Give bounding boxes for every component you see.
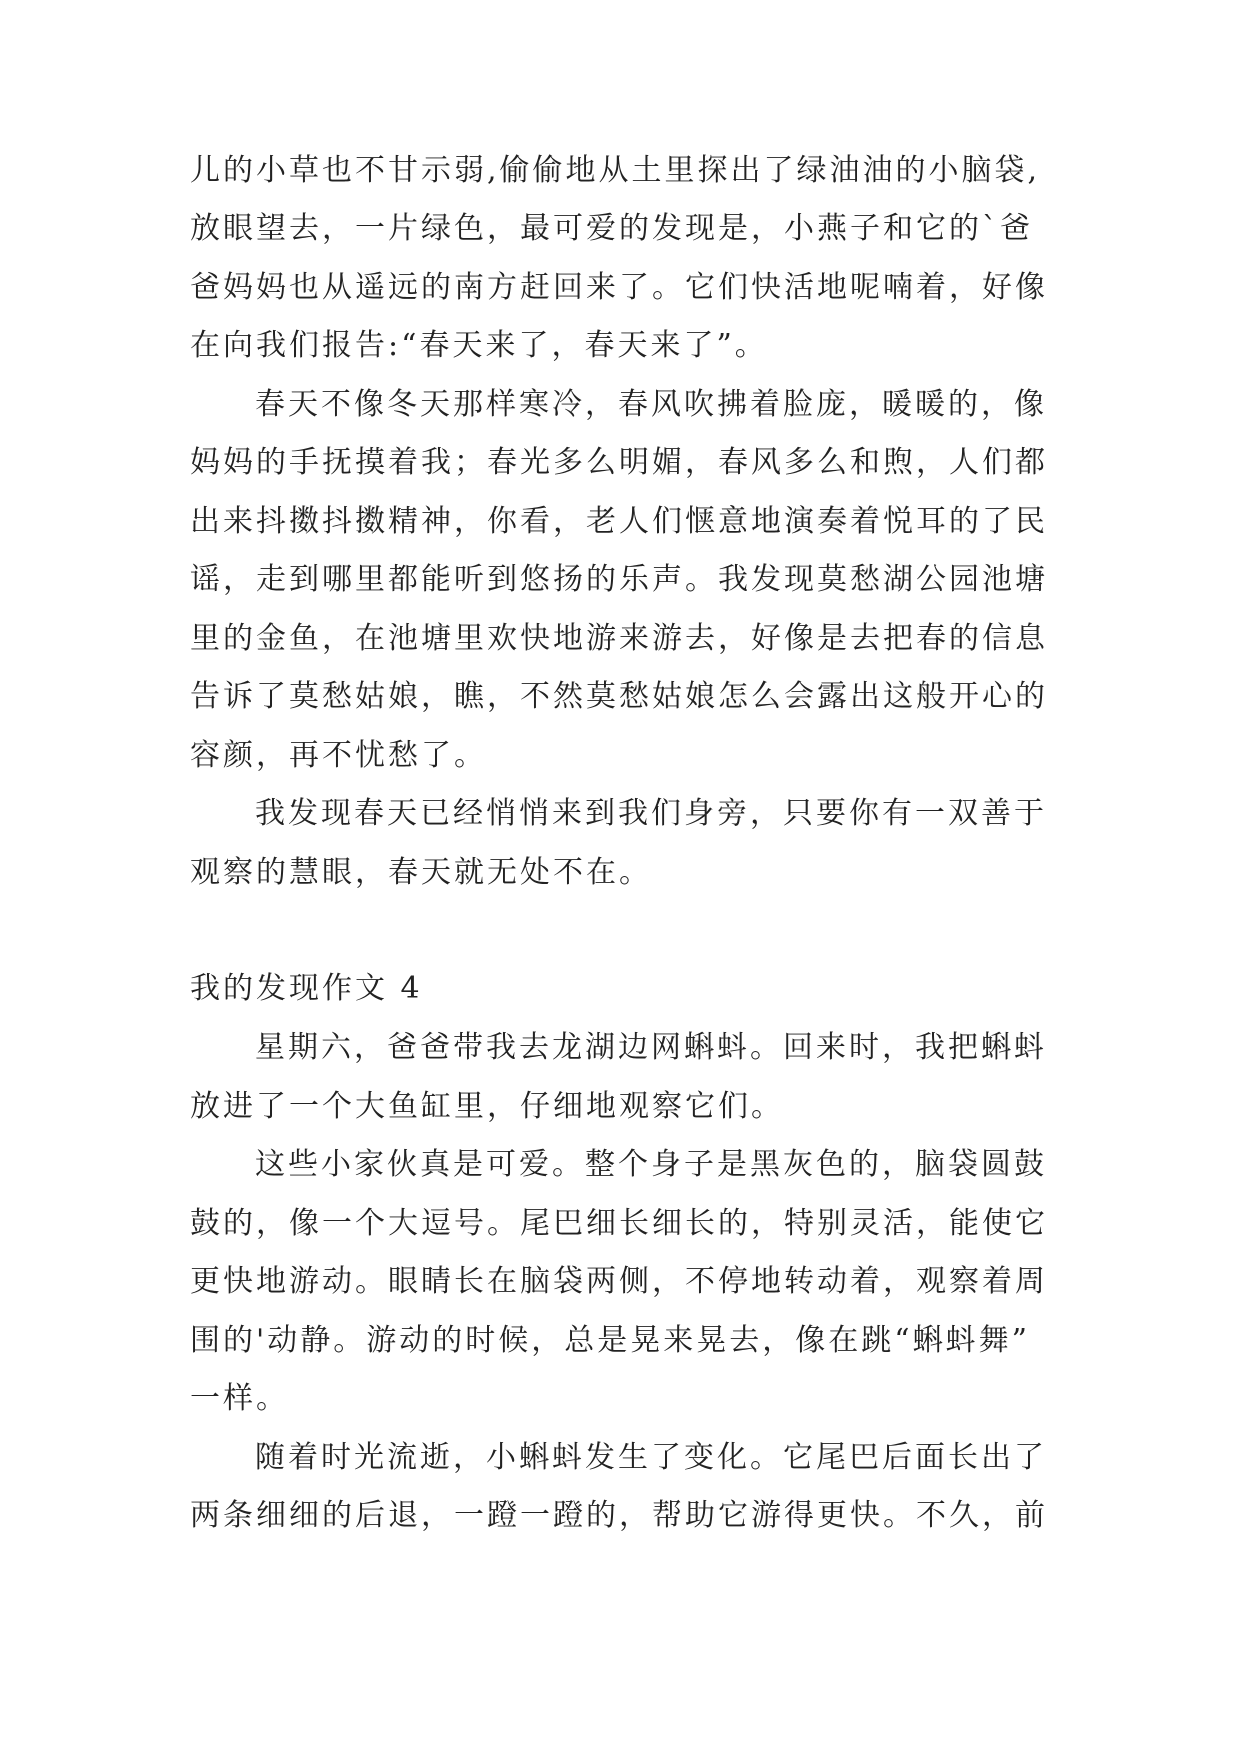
text-line: 观察的慧眼，春天就无处不在。 bbox=[190, 855, 652, 890]
section-title: 我的发现作文 4 bbox=[190, 971, 423, 1006]
text-line: 放眼望去，一片绿色，最可爱的发现是，小燕子和它的`爸 bbox=[190, 211, 1033, 246]
text-line: 更快地游动。眼睛长在脑袋两侧，不停地转动着，观察着周 bbox=[190, 1264, 1048, 1299]
paragraph-first-line: 星期六，爸爸带我去龙湖边网蝌蚪。回来时，我把蝌蚪 bbox=[255, 1030, 1047, 1065]
text-line: 在向我们报告:“春天来了，春天来了”。 bbox=[190, 328, 768, 363]
text-line: 两条细细的后退，一蹬一蹬的，帮助它游得更快。不久，前 bbox=[190, 1498, 1048, 1533]
text-line: 妈妈的手抚摸着我；春光多么明媚，春风多么和煦，人们都 bbox=[190, 445, 1048, 480]
paragraph-first-line: 这些小家伙真是可爱。整个身子是黑灰色的，脑袋圆鼓 bbox=[255, 1147, 1047, 1182]
text-line: 放进了一个大鱼缸里，仔细地观察它们。 bbox=[190, 1089, 784, 1124]
paragraph-first-line: 春天不像冬天那样寒冷，春风吹拂着脸庞，暖暖的，像 bbox=[255, 387, 1047, 422]
text-line: 围的'动静。游动的时候，总是晃来晃去，像在跳“蝌蚪舞” bbox=[190, 1323, 1030, 1358]
text-line: 容颜，再不忧愁了。 bbox=[190, 738, 487, 773]
text-line: 儿的小草也不甘示弱,偷偷地从土里探出了绿油油的小脑袋, bbox=[190, 153, 1041, 188]
text-line: 一样。 bbox=[190, 1381, 289, 1416]
text-line: 谣，走到哪里都能听到悠扬的乐声。我发现莫愁湖公园池塘 bbox=[190, 562, 1048, 597]
paragraph-first-line: 随着时光流逝，小蝌蚪发生了变化。它尾巴后面长出了 bbox=[255, 1440, 1047, 1475]
text-line: 里的金鱼，在池塘里欢快地游来游去，好像是去把春的信息 bbox=[190, 621, 1048, 656]
paragraph-first-line: 我发现春天已经悄悄来到我们身旁，只要你有一双善于 bbox=[255, 796, 1047, 831]
text-line: 告诉了莫愁姑娘，瞧，不然莫愁姑娘怎么会露出这般开心的 bbox=[190, 679, 1048, 714]
text-line: 出来抖擞抖擞精神，你看，老人们惬意地演奏着悦耳的了民 bbox=[190, 504, 1048, 539]
text-line: 爸妈妈也从遥远的南方赶回来了。它们快活地呢喃着，好像 bbox=[190, 270, 1048, 305]
text-line: 鼓的，像一个大逗号。尾巴细长细长的，特别灵活，能使它 bbox=[190, 1206, 1048, 1241]
